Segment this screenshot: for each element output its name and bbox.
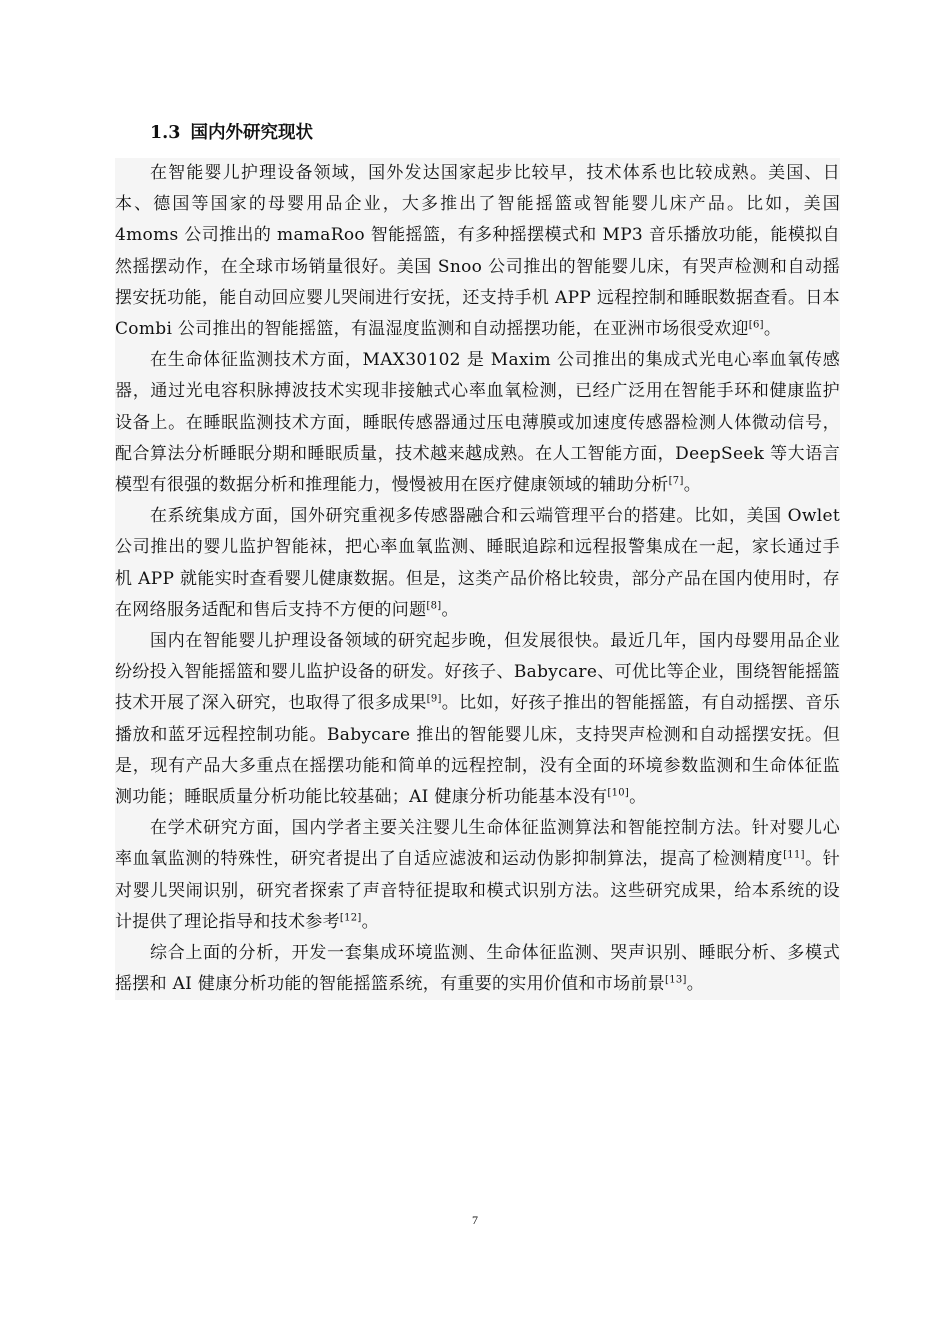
section-heading xyxy=(150,118,313,148)
citation: [7] xyxy=(668,475,684,487)
citation: [11] xyxy=(783,849,805,861)
citation: [8] xyxy=(426,600,442,612)
citation: [9] xyxy=(426,693,442,705)
paragraph-text: 在学术研究方面，国内学者主要关注婴儿生命体征监测算法和智能控制方法。针对婴儿心率血氧监测的特殊性，研究者提出了自适应滤波和运动伪影抑制算法，提高了检测精度 xyxy=(115,818,840,870)
paragraph-text: 在生命体征监测技术方面，MAX30102 是 Maxim 公司推出的集成式光电心率血氧传感器，通过光电容积脉搏波技术实现非接触式心率血氧检测，已经广泛用在智能手环和健康监护设备上。在睡眠监测技术方面，睡眠传感器通过压电薄膜或加速度传感器检测人体微动信号，配合算法分析睡眠分期和睡眠质量，技术越来越成熟。在人工智能方面，DeepSeek 等大语言模型有很强的数据分析和推理能力，慢慢被用在医疗健康领域的辅助分析 xyxy=(115,350,840,496)
body-text xyxy=(115,158,840,1000)
citation: [12] xyxy=(339,912,362,924)
paragraph-tail: 。 xyxy=(683,475,701,496)
paragraph xyxy=(115,345,840,501)
paragraph xyxy=(115,626,840,813)
citation: [6] xyxy=(748,319,764,331)
citation: [10] xyxy=(607,787,630,799)
paragraph xyxy=(115,938,840,1000)
paragraph xyxy=(115,501,840,626)
paragraph-text: 在系统集成方面，国外研究重视多传感器融合和云端管理平台的搭建。比如，美国 Owlet 公司推出的婴儿监护智能袜，把心率血氧监测、睡眠追踪和远程报警集成在一起，家长通过手机 APP 就能实时查看婴儿健康数据。但是，这类产品价格比较贵，部分产品在国内使用时，存在网络服务适配和售后支持不方便的问题 xyxy=(115,506,840,620)
paragraph xyxy=(115,158,840,345)
paragraph xyxy=(115,813,840,938)
paragraph-tail: 。 xyxy=(686,974,705,995)
paragraph-tail: 。 xyxy=(763,319,782,340)
citation: [13] xyxy=(665,974,687,986)
page-number: 7 xyxy=(472,1213,478,1227)
paragraph-text: 综合上面的分析，开发一套集成环境监测、生命体征监测、哭声识别、睡眠分析、多模式摇摆和 AI 健康分析功能的智能摇篮系统，有重要的实用价值和市场前景 xyxy=(115,943,840,995)
paragraph-tail: 。 xyxy=(441,599,459,620)
section-number: 1.3 xyxy=(150,123,181,143)
paragraph-text: 国内在智能婴儿护理设备领域的研究起步晚，但发展很快。最近几年，国内母婴用品企业纷纷投入智能摇篮和婴儿监护设备的研发。好孩子、Babycare、可优比等企业，围绕智能摇篮技术开展了深入研究，也取得了很多成果 xyxy=(115,631,840,714)
paragraph-tail: 。针对婴儿哭闹识别，研究者探索了声音特征提取和模式识别方法。这些研究成果，给本系统的设计提供了理论指导和技术参考[12]。 xyxy=(115,849,840,932)
paragraph-tail: 。比如，好孩子推出的智能摇篮，有自动摇摆、音乐播放和蓝牙远程控制功能。Babycare 推出的智能婴儿床，支持哭声检测和自动摇摆安抚。但是，现有产品大多重点在摇摆功能和简单的远程控制，没有全面的环境参数监测和生命体征监测功能；睡眠质量分析功能比较基础；AI 健康分析功能基本没有[10]。 xyxy=(115,693,840,808)
paragraph-text: 在智能婴儿护理设备领域，国外发达国家起步比较早，技术体系也比较成熟。美国、日本、德国等国家的母婴用品企业，大多推出了智能摇篮或智能婴儿床产品。比如，美国 4moms 公司推出的 mamaRoo 智能摇篮，有多种摇摆模式和 MP3 音乐播放功能，能模拟自然摇摆动作，在全球市场销量很好。美国 Snoo 公司推出的智能婴儿床，有哭声检测和自动摇摆安抚功能，能自动回应婴儿哭闹进行安抚，还支持手机 APP 远程控制和睡眠数据查看。日本 Combi 公司推出的智能摇篮，有温湿度监测和自动摇摆功能，在亚洲市场很受欢迎 xyxy=(115,163,840,340)
section-title: 国内外研究现状 xyxy=(190,123,313,143)
